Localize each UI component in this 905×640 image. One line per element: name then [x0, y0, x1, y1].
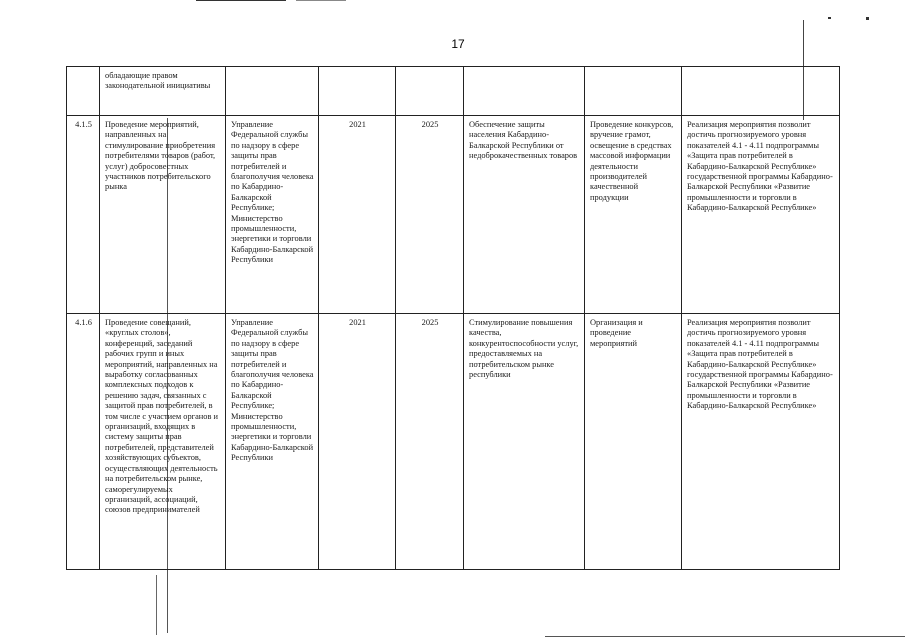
cell-end-year: 2025: [396, 314, 464, 570]
measures-table: [66, 66, 840, 570]
cell-event: Проведение мероприятий, направленных на стимулирование приобретения потребителями товаров (работ, услуг) добросовестных участников потребительского рынка: [100, 116, 226, 314]
cell-start-year: [319, 67, 396, 116]
scan-mark-top-dots: [296, 0, 346, 1]
cell-executor: [226, 67, 319, 116]
scan-mark-top: [196, 0, 286, 1]
table-row: [67, 67, 840, 116]
cell-event: Проведение совещаний, «круглых столов», конференций, заседаний рабочих групп и иных мероприятий, направленных на выработку согласованных комплексных подходов к решению задач, связанных с защитой прав потребителей, в том числе с участием органов и организаций, входящих в систему защиты прав потребителей, представителей хозяйствующих субъектов, осуществляющих деятельность на потребительском рынке, саморегулируемых организаций, ассоциаций, союзов предпринимателей: [100, 314, 226, 570]
table-row: [67, 116, 840, 314]
cell-executor: Управление Федеральной службы по надзору в сфере защиты прав потребителей и благополучия человека по Кабардино-Балкарской Республике; Министерство промышленности, энергетики и торговли Кабардино-Балкарской Республики: [226, 116, 319, 314]
cell-end-year: [396, 67, 464, 116]
cell-content: [585, 67, 682, 116]
cell-executor: Управление Федеральной службы по надзору в сфере защиты прав потребителей и благополучия человека по Кабардино-Балкарской Республике; Министерство промышленности, энергетики и торговли Кабардино-Балкарской Республики: [226, 314, 319, 570]
cell-result: Обеспечение защиты населения Кабардино-Балкарской Республики от недоброкачественных товаров: [464, 116, 585, 314]
cell-end-year: 2025: [396, 116, 464, 314]
cell-result: Стимулирование повышения качества, конкурентоспособности услуг, предоставляемых на потребительском рынке республики: [464, 314, 585, 570]
cell-link: Реализация мероприятия позволит достичь прогнозируемого уровня показателей 4.1 - 4.11 подпрограммы «Защита прав потребителей в Кабардино-Балкарской Республике» государственной программы Кабардино-Балкарской Республики «Развитие промышленности и торговли в Кабардино-Балкарской Республике»: [682, 314, 840, 570]
table-row: [67, 314, 840, 570]
page-number: 17: [451, 37, 465, 51]
cell-number: 4.1.6: [67, 314, 100, 570]
cell-result: [464, 67, 585, 116]
scan-mark-corner-2: [866, 17, 869, 20]
scan-mark-vline-bottom: [156, 575, 157, 635]
cell-start-year: 2021: [319, 116, 396, 314]
cell-content: Организация и проведение мероприятий: [585, 314, 682, 570]
cell-link: Реализация мероприятия позволит достичь прогнозируемого уровня показателей 4.1 - 4.11 подпрограммы «Защита прав потребителей в Кабардино-Балкарской Республике» государственной программы Кабардино-Балкарской Республики «Развитие промышленности и торговли в Кабардино-Балкарской Республике»: [682, 116, 840, 314]
scan-mark-bottom: [545, 636, 905, 637]
cell-content: Проведение конкурсов, вручение грамот, освещение в средствах массовой информации деятельности производителей качественной продукции: [585, 116, 682, 314]
cell-number: [67, 67, 100, 116]
cell-link: [682, 67, 840, 116]
cell-event: обладающие правом законодательной инициативы: [100, 67, 226, 116]
scan-mark-corner-1: [828, 17, 831, 19]
cell-start-year: 2021: [319, 314, 396, 570]
cell-number: 4.1.5: [67, 116, 100, 314]
